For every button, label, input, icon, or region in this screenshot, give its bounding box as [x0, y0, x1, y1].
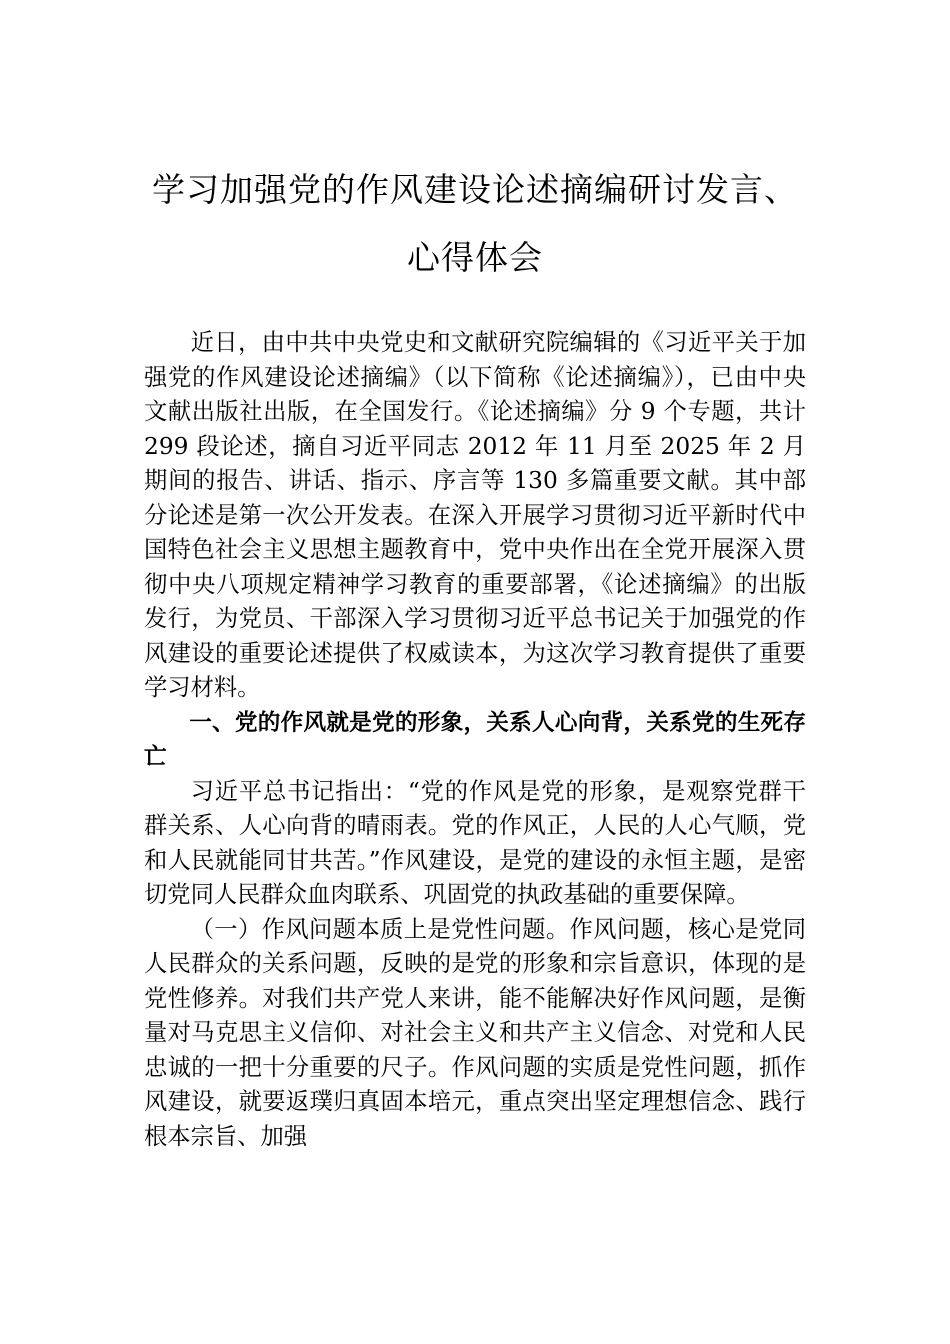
document-body	[144, 326, 806, 1154]
document-title-line-1: 学习加强党的作风建设论述摘编研讨发言、	[152, 170, 798, 209]
intro-paragraph: 近日，由中共中央党史和文献研究院编辑的《习近平关于加强党的作风建设论述摘编》（以下简称《论述摘编》），已由中央文献出版社出版，在全国发行。《论述摘编》分 9 个专题，共计 299 段论述，摘自习近平同志 2012 年 11 月至 2025 年 2 月期间的报告、讲话、指示、序言等 130 多篇重要文献。其中部分论述是第一次公开发表。在深入开展学习贯彻习近平新时代中国特色社会主义思想主题教育中，党中央作出在全党开展深入贯彻中央八项规定精神学习教育的重要部署，《论述摘编》的出版发行，为党员、干部深入学习贯彻习近平总书记关于加强党的作风建设的重要论述提供了权威读本，为这次学习教育提供了重要学习材料。	[144, 329, 806, 701]
document-title-line-2: 心得体会	[407, 238, 543, 277]
quote-paragraph: 习近平总书记指出：“党的作风是党的形象，是观察党群干群关系、人心向背的晴雨表。党的作风正，人民的人心气顺，党和人民就能同甘共苦。”作风建设，是党的建设的永恒主题，是密切党同人民群众血肉联系、巩固党的执政基础的重要保障。	[144, 777, 806, 908]
section-heading-1: 一、党的作风就是党的形象，关系人心向背，关系党的生死存亡	[144, 709, 806, 770]
subsection-paragraph-1: （一）作风问题本质上是党性问题。作风问题，核心是党同人民群众的关系问题，反映的是党的形象和宗旨意识，体现的是党性修养。对我们共产党人来讲，能不能解决好作风问题，是衡量对马克思主义信仰、对社会主义和共产主义信念、对党和人民忠诚的一把十分重要的尺子。作风问题的实质是党性问题，抓作风建设，就要返璞归真固本培元，重点突出坚定理想信念、践行根本宗旨、加强	[144, 915, 806, 1150]
